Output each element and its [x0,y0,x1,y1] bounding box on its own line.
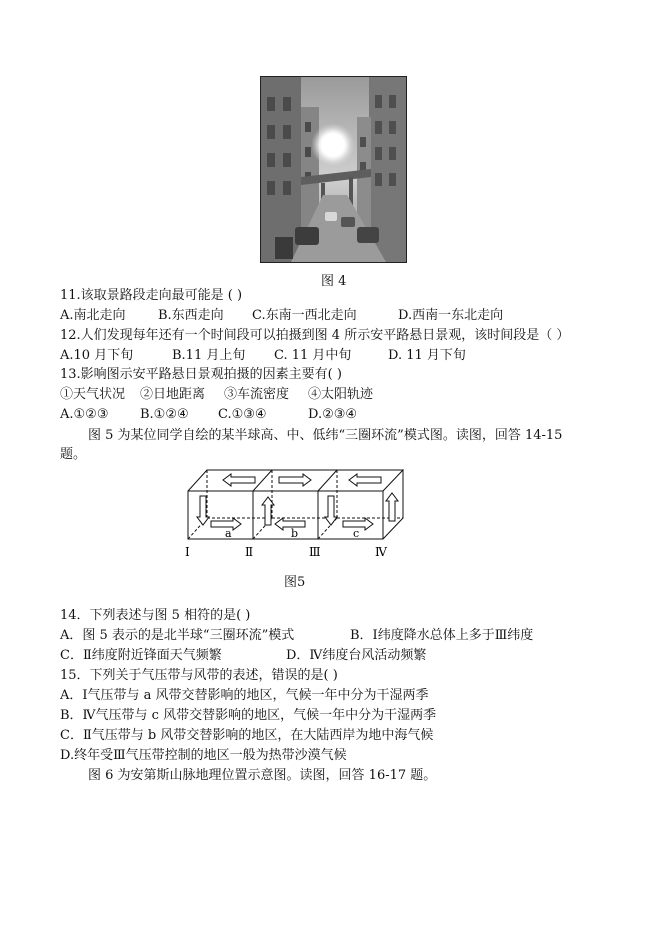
three-cell-circulation-svg [183,463,413,563]
q13-factor-3: ③车流密度 [224,387,290,402]
q12-option-b: B.11 月上旬 [172,348,246,363]
q11-option-c: C.东南一西北走向 [252,308,357,323]
up-arrow-2 [386,493,398,521]
q13-option-a: A.①②③ [60,407,109,422]
q11-option-d: D.西南一东北走向 [398,308,504,323]
top-arrow-right [279,474,311,486]
figure4-caption: 图 4 [321,274,347,289]
top-arrow-left-2 [349,474,381,486]
q14-stem: 14．下列表述与图 5 相符的是( ) [60,608,251,623]
q13-option-c: C.①③④ [218,407,267,422]
top-arrow-left-1 [223,474,255,486]
figure5-diagram [183,463,413,567]
q15-option-b: B．Ⅳ气压带与 c 风带交替影响的地区，气候一年中分为干湿两季 [60,708,437,723]
q11-option-a: A.南北走向 [60,308,126,323]
wind-label-c: c [353,527,360,540]
wind-label-b: b [291,527,299,540]
bottom-arrow-b [275,518,305,530]
figure5-caption: 图5 [284,575,306,590]
q11-stem: 11.该取景路段走向最可能是 ( ) [60,288,243,303]
street-sunset-image [261,77,406,262]
q15-option-a: A．Ⅰ气压带与 a 风带交替影响的地区，气候一年中分为干湿两季 [60,688,429,703]
q12-option-c: C. 11 月中旬 [274,348,352,363]
q14-option-a: A．图 5 表示的是北半球“三圈环流”模式 [60,628,295,643]
figure4-photo [260,76,407,263]
figure5-intro-line2: 题。 [60,447,87,462]
belt-label-3: Ⅲ [309,545,321,559]
q15-option-d: D.终年受Ⅲ气压带控制的地区一般为热带沙漠气候 [60,748,347,763]
q12-stem: 12.人们发现每年还有一个时间段可以拍摄到图 4 所示安平路悬日景观，该时间段是（ ） [60,328,570,343]
belt-label-1: Ⅰ [185,545,190,559]
q14-option-c: C．Ⅱ纬度附近锋面天气频繁 [60,648,222,663]
q12-option-a: A.10 月下旬 [60,348,134,363]
belt-label-4: Ⅳ [375,545,387,559]
q14-option-d: D．Ⅳ纬度台风活动频繁 [286,648,427,663]
wind-label-a: a [225,527,232,540]
q13-factor-2: ②日地距离 [140,387,206,402]
q13-option-d: D.②③④ [308,407,358,422]
q13-option-b: B.①②④ [140,407,189,422]
belt-label-2: Ⅱ [245,545,254,559]
q11-option-b: B.东西走向 [158,308,224,323]
q15-stem: 15．下列关于气压带与风带的表述，错误的是( ) [60,668,338,683]
figure5-intro-line1: 图 5 为某位同学自绘的某半球高、中、低纬“三圈环流”模式图。读图，回答 14-15 [88,428,563,443]
figure6-intro: 图 6 为安第斯山脉地理位置示意图。读图，回答 16-17 题。 [88,768,437,783]
q13-stem: 13.影响图示安平路悬日景观拍摄的因素主要有( ) [60,367,342,382]
q15-option-c: C．Ⅱ气压带与 b 风带交替影响的地区，在大陆西岸为地中海气候 [60,728,434,743]
q12-option-d: D. 11 月下旬 [388,348,466,363]
q13-factor-1: ①天气状况 [60,387,126,402]
q14-option-b: B．Ⅰ纬度降水总体上多于Ⅲ纬度 [350,628,534,643]
q13-factor-4: ④太阳轨迹 [308,387,374,402]
